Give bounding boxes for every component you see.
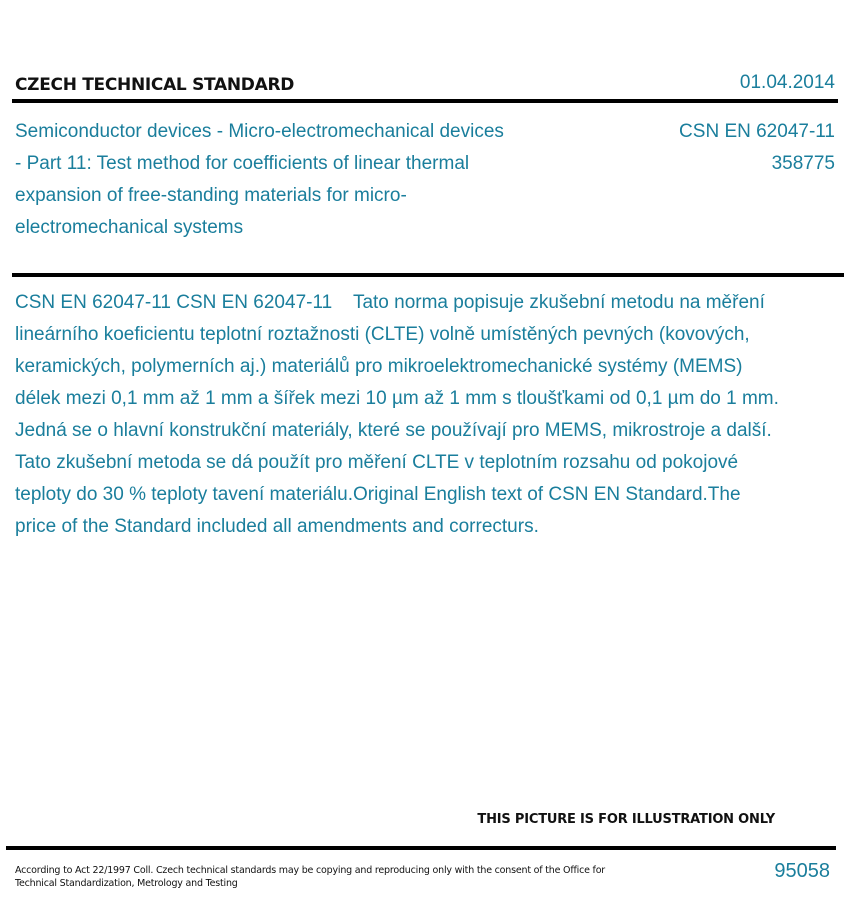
standard-title: Semiconductor devices - Micro-electromechanical devices - Part 11: Test method for coefficients of linear thermal expansion of free-standing materials for micro-electromechanical systems bbox=[15, 121, 504, 238]
title-divider bbox=[12, 273, 844, 277]
illustration-note: THIS PICTURE IS FOR ILLUSTRATION ONLY bbox=[477, 812, 775, 827]
legal-notice: According to Act 22/1997 Coll. Czech technical standards may be copying and reproducing only with the consent of the Office for Technical Standardization, Metrology and Testing bbox=[15, 865, 606, 889]
header-label: CZECH TECHNICAL STANDARD bbox=[15, 75, 295, 95]
standard-code: CSN EN 62047-11 bbox=[679, 121, 835, 142]
header-divider bbox=[12, 99, 838, 103]
standard-codes bbox=[679, 116, 835, 180]
publication-date: 01.04.2014 bbox=[739, 72, 835, 93]
footer-divider bbox=[6, 846, 836, 850]
catalog-number: 358775 bbox=[771, 153, 835, 174]
standard-description: CSN EN 62047-11 CSN EN 62047-11 Tato norma popisuje zkušební metodu na měření lineárního koeficientu teplotní roztažnosti (CLTE) volně umístěných pevných (kovových, keramických, polymerních aj.) materiálů pro mikroelektromechanické systémy (MEMS) délek mezi 0,1 mm až 1 mm a šířek mezi 10 µm až 1 mm s tloušťkami od 0,1 µm do 1 mm. Jedná se o hlavní konstrukční materiály, které se používají pro MEMS, mikrostroje a další. Tato zkušební metoda se dá použít pro měření CLTE v teplotním rozsahu od pokojové teploty do 30 % teploty tavení materiálu.Original English text of CSN EN Standard.The price of the Standard included all amendments and correcturs. bbox=[15, 292, 785, 537]
document-number: 95058 bbox=[774, 860, 830, 882]
